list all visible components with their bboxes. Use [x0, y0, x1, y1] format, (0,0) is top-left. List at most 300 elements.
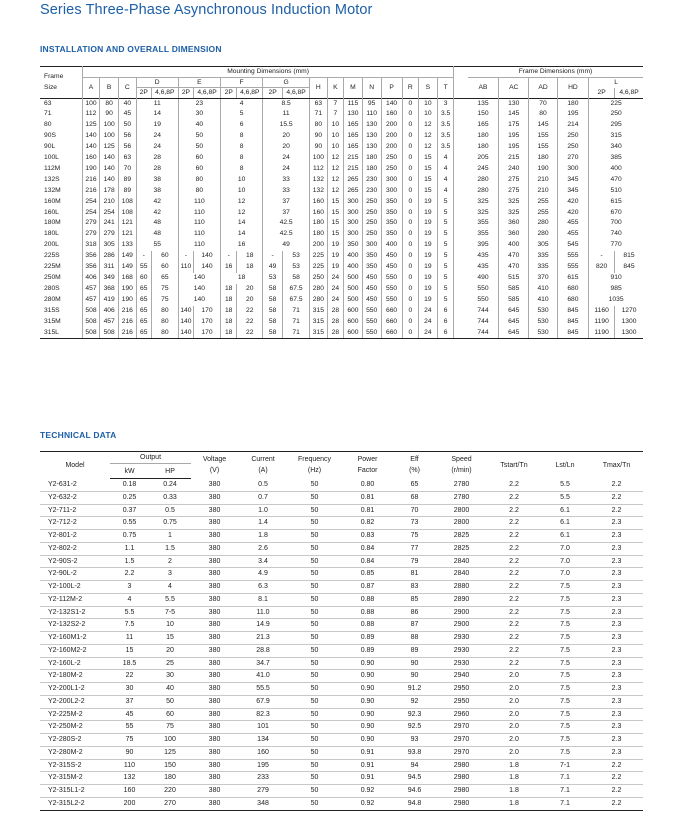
dimension-cell: 508 [82, 328, 100, 339]
dimension-cell: 89 [119, 186, 137, 197]
dimension-cell: 110 [178, 229, 220, 240]
value-cell: 348 [238, 797, 288, 810]
dimension-cell: 155 [529, 131, 557, 142]
dimension-cell: 145 [529, 120, 557, 131]
value-cell: 0.55 [110, 517, 149, 530]
value-cell: 0.75 [149, 517, 191, 530]
dimension-cell: 90 [100, 109, 119, 120]
dimension-cell: 140 [178, 273, 220, 284]
dimension-cell: 255 [529, 197, 557, 208]
dimension-cell: 0 [402, 240, 418, 251]
dimension-cell: 550 [468, 295, 498, 306]
dimension-cell: 56 [119, 131, 137, 142]
value-cell: 380 [191, 542, 238, 555]
value-cell: 380 [191, 555, 238, 568]
dimension-cell: 215 [499, 153, 529, 164]
value-cell: 3 [149, 568, 191, 581]
dimension-cell: 38 [136, 175, 178, 186]
value-cell: 93 [394, 734, 435, 747]
dimension-cell: 660 [381, 317, 402, 328]
dimension-cell: 53 [283, 251, 310, 262]
dimension-cell: 19 [419, 197, 438, 208]
value-cell: 380 [191, 606, 238, 619]
dimension-cell: 12 [327, 186, 343, 197]
value-cell: 7.5 [540, 734, 590, 747]
value-cell: 2.0 [488, 695, 540, 708]
value-cell: 380 [191, 683, 238, 696]
model-cell: Y2-132S2-2 [40, 619, 110, 632]
value-cell: 2.2 [488, 593, 540, 606]
dimension-cell: 419 [100, 295, 119, 306]
dimension-cell: 368 [100, 284, 119, 295]
dimension-cell: 0 [402, 251, 418, 262]
dimension-cell: 10 [327, 120, 343, 131]
dimension-cell: 180 [557, 98, 589, 109]
value-cell: 101 [238, 721, 288, 734]
dimension-cell: 4 [220, 98, 262, 109]
value-cell: 1.8 [488, 772, 540, 785]
dimension-cell: 250 [362, 208, 381, 219]
dimension-row [40, 131, 643, 142]
dimension-cell: 15 [327, 197, 343, 208]
dimension-cell: 335 [529, 251, 557, 262]
dimension-cell: 180 [310, 229, 328, 240]
dimension-cell: 216 [119, 317, 137, 328]
dimension-cell: 38 [136, 186, 178, 197]
dimension-cell: 680 [557, 284, 589, 295]
dimension-cell: 12 [220, 208, 262, 219]
dimension-cell: 215 [344, 153, 363, 164]
col-t-header: T [437, 77, 454, 98]
dimension-cell: 6 [437, 317, 454, 328]
dimension-cell: 0 [402, 186, 418, 197]
value-cell: 7.1 [540, 772, 590, 785]
frame-size-cell: 112M [40, 164, 82, 175]
dimension-cell: 95 [362, 98, 381, 109]
dimension-cell: 19 [136, 120, 178, 131]
dimension-cell: 985 [610, 284, 622, 292]
dimension-row [40, 306, 643, 317]
dimension-cell: 245 [468, 164, 498, 175]
dimension-cell: 550 [381, 284, 402, 295]
dimension-cell: 195 [499, 142, 529, 153]
value-cell: 0.37 [110, 504, 149, 517]
dimension-cell: 300 [344, 208, 363, 219]
dimension-cell: 19 [419, 284, 438, 295]
value-cell: 0.92 [341, 797, 394, 810]
dimension-cell: 110 [178, 218, 220, 229]
dimension-cell: 410 [529, 284, 557, 295]
dimension-cell: 80 [310, 120, 328, 131]
dimension-cell: 470 [499, 251, 529, 262]
dimension-cell: - [220, 251, 236, 262]
dimension-cell: 0 [402, 153, 418, 164]
dimension-cell: 5 [437, 295, 454, 306]
speed-header: Speed (r/min) [435, 452, 488, 479]
value-cell: 7.5 [540, 721, 590, 734]
dimension-cell: 30 [178, 109, 220, 120]
value-cell: 2.3 [590, 657, 643, 670]
dimension-cell: 16 [220, 240, 262, 251]
dimension-cell: 22 [237, 306, 263, 317]
value-cell: 7.5 [540, 708, 590, 721]
value-cell: 0.92 [341, 785, 394, 798]
dimension-cell: 14 [220, 229, 262, 240]
dimension-cell: 130 [362, 142, 381, 153]
frame-size-cell: 132M [40, 186, 82, 197]
dimension-cell: 700 [610, 219, 622, 227]
dimension-cell: 60 [151, 262, 178, 273]
dimension-row [40, 153, 643, 164]
dimension-cell: 165 [344, 120, 363, 131]
model-cell: Y2-160M2-2 [40, 644, 110, 657]
dimension-cell: 18 [220, 306, 236, 317]
dimension-cell: 28 [327, 328, 343, 339]
dimension-cell: 22 [237, 328, 263, 339]
dimension-cell: 1035 [608, 295, 624, 303]
dimension-cell: 508 [82, 317, 100, 328]
dimension-cell: 508 [100, 328, 119, 339]
value-cell: 7.5 [540, 644, 590, 657]
dimension-cell: 71 [283, 317, 310, 328]
dimension-cell: 140 [100, 164, 119, 175]
dimension-cell: 19 [419, 240, 438, 251]
frame-size-cell: 225S [40, 251, 82, 262]
col-g-header: G [263, 77, 310, 88]
dimension-cell: 1190 [589, 328, 615, 339]
value-cell: 0.90 [341, 657, 394, 670]
dimension-cell: 60 [151, 251, 178, 262]
value-cell: 55 [110, 721, 149, 734]
value-cell: 5.5 [540, 491, 590, 504]
value-cell: 75 [394, 530, 435, 543]
value-cell: 92.3 [394, 708, 435, 721]
dimension-cell: 14 [136, 109, 178, 120]
dimension-cell: 48 [136, 229, 178, 240]
dimension-cell: 280 [529, 229, 557, 240]
value-cell: 30 [110, 683, 149, 696]
dimension-cell: 350 [362, 251, 381, 262]
dimension-cell: 350 [381, 218, 402, 229]
dimension-cell: 53 [283, 262, 310, 273]
dimension-cell: 33 [263, 186, 310, 197]
dimension-cell: 19 [419, 218, 438, 229]
dimension-cell: 350 [381, 208, 402, 219]
dimension-cell: 0 [402, 262, 418, 273]
value-cell: 2.2 [590, 504, 643, 517]
technical-row [40, 683, 643, 696]
value-cell: 90 [110, 746, 149, 759]
value-cell: 2.3 [590, 644, 643, 657]
col-a-header: A [82, 77, 100, 98]
value-cell: 50 [288, 721, 341, 734]
dimension-cell: 80 [178, 175, 220, 186]
dimension-cell: 450 [381, 251, 402, 262]
technical-row [40, 619, 643, 632]
dimension-cell: 108 [119, 208, 137, 219]
dimension-cell: 15 [419, 153, 438, 164]
dimension-cell: 455 [557, 229, 589, 240]
value-cell: 75 [149, 721, 191, 734]
technical-row [40, 517, 643, 530]
dimension-cell: 508 [82, 306, 100, 317]
value-cell: 2.2 [488, 619, 540, 632]
dimension-cell: 510 [610, 186, 622, 194]
dimension-cell: 12 [419, 142, 438, 153]
value-cell: 2.2 [488, 644, 540, 657]
dimension-cell: 55 [136, 240, 178, 251]
dimension-cell: 100 [310, 153, 328, 164]
dimension-cell: 210 [529, 175, 557, 186]
dimension-cell: 180 [362, 153, 381, 164]
dimension-row [40, 142, 643, 153]
dimension-cell: 214 [557, 120, 589, 131]
dimension-cell: 0 [402, 306, 418, 317]
value-cell: 380 [191, 568, 238, 581]
value-cell: 0.91 [341, 746, 394, 759]
dimension-cell: 160 [310, 208, 328, 219]
dimension-cell: 744 [468, 328, 498, 339]
value-cell: 50 [288, 491, 341, 504]
technical-row [40, 491, 643, 504]
dimension-cell: 18 [220, 317, 236, 328]
dimension-cell: 63 [119, 153, 137, 164]
model-cell: Y2-100L-2 [40, 581, 110, 594]
frame-size-cell: 90S [40, 131, 82, 142]
value-cell: 200 [110, 797, 149, 810]
dimension-cell: 680 [557, 295, 589, 306]
technical-row [40, 504, 643, 517]
value-cell: 7.5 [540, 619, 590, 632]
dimension-cell: 24 [263, 164, 310, 175]
col-n-header: N [362, 77, 381, 98]
dimension-cell: 1300 [615, 328, 643, 339]
dimension-cell: 145 [499, 109, 529, 120]
dimension-cell: 80 [529, 109, 557, 120]
model-cell: Y2-90S-2 [40, 555, 110, 568]
value-cell: 5.5 [149, 593, 191, 606]
dimension-cell: 110 [178, 240, 220, 251]
dimension-cell: 615 [557, 273, 589, 284]
value-cell: 125 [149, 746, 191, 759]
dimension-cell: 130 [344, 109, 363, 120]
dimension-cell: 216 [119, 306, 137, 317]
value-cell: 1.8 [488, 785, 540, 798]
model-cell: Y2-160L-2 [40, 657, 110, 670]
value-cell: 380 [191, 759, 238, 772]
dimension-cell: 270 [557, 153, 589, 164]
value-cell: 1.5 [149, 542, 191, 555]
value-cell: 50 [288, 542, 341, 555]
dimension-cell: 250 [557, 142, 589, 153]
dimension-cell: 132 [310, 175, 328, 186]
dimension-cell: 80 [151, 317, 178, 328]
value-cell: 2.0 [488, 746, 540, 759]
technical-row [40, 759, 643, 772]
value-cell: 30 [149, 670, 191, 683]
value-cell: 2.2 [488, 632, 540, 645]
value-cell: 2.2 [590, 759, 643, 772]
value-cell: 2.3 [590, 695, 643, 708]
technical-row [40, 568, 643, 581]
dimension-cell: 0 [402, 328, 418, 339]
value-cell: 380 [191, 530, 238, 543]
dimension-cell: 550 [381, 273, 402, 284]
dimension-cell: 18 [237, 262, 263, 273]
frame-size-cell: 250M [40, 273, 82, 284]
dimension-cell: 24 [419, 306, 438, 317]
dimension-cell: 12 [220, 197, 262, 208]
frame-size-cell: 315M [40, 317, 82, 328]
model-cell: Y2-280S-2 [40, 734, 110, 747]
dimension-cell: 318 [82, 240, 100, 251]
dimension-cell: 108 [119, 197, 137, 208]
value-cell: 2840 [435, 568, 488, 581]
dimension-cell: 600 [344, 317, 363, 328]
dimension-cell: 58 [263, 306, 283, 317]
model-cell: Y2-180M-2 [40, 670, 110, 683]
value-cell: 50 [288, 606, 341, 619]
value-cell: 2930 [435, 632, 488, 645]
col-m-header: M [344, 77, 363, 98]
dimension-cell: 12 [327, 153, 343, 164]
frame-size-cell: 71 [40, 109, 82, 120]
value-cell: 75 [110, 734, 149, 747]
value-cell: 93.8 [394, 746, 435, 759]
value-cell: 7.5 [540, 746, 590, 759]
value-cell: 0.90 [341, 708, 394, 721]
value-cell: 380 [191, 581, 238, 594]
dimension-cell: 8 [220, 131, 262, 142]
value-cell: 2.3 [590, 683, 643, 696]
value-cell: 0.5 [238, 479, 288, 492]
dimension-cell: 225 [310, 251, 328, 262]
value-cell: 81 [394, 568, 435, 581]
dimension-cell: 3 [437, 98, 454, 109]
frame-size-cell: 160M [40, 197, 82, 208]
dimension-cell: 395 [468, 240, 498, 251]
value-cell: 67.9 [238, 695, 288, 708]
dimension-cell: 470 [499, 262, 529, 273]
dimension-cell: 350 [381, 197, 402, 208]
dimension-cell: 457 [82, 284, 100, 295]
value-cell: 3.4 [238, 555, 288, 568]
value-cell: 0.84 [341, 542, 394, 555]
dimension-row [40, 164, 643, 175]
value-cell: 6.3 [238, 581, 288, 594]
dimension-cell: 19 [419, 251, 438, 262]
dimension-cell: 845 [557, 328, 589, 339]
value-cell: 50 [288, 479, 341, 492]
dimension-row [40, 218, 643, 229]
dimension-cell: 170 [194, 328, 221, 339]
dimension-cell: 280 [310, 295, 328, 306]
dimension-cell: 400 [381, 240, 402, 251]
dimension-cell: 280 [529, 218, 557, 229]
dimension-cell: 90 [310, 142, 328, 153]
value-cell: 1 [149, 530, 191, 543]
dimension-cell: 450 [362, 273, 381, 284]
value-cell: 2.3 [590, 721, 643, 734]
dimension-cell: 5 [437, 229, 454, 240]
dimension-cell: 100 [82, 98, 100, 109]
technical-row [40, 581, 643, 594]
dimension-cell: 250 [557, 131, 589, 142]
dimension-cell: 125 [100, 142, 119, 153]
value-cell: 7.5 [540, 695, 590, 708]
dimension-cell: 550 [362, 328, 381, 339]
technical-row [40, 772, 643, 785]
value-cell: 4 [110, 593, 149, 606]
dimension-cell: 10 [220, 175, 262, 186]
dimension-cell: 115 [344, 98, 363, 109]
value-cell: 2 [149, 555, 191, 568]
dimension-cell: 45 [119, 109, 137, 120]
value-cell: 2.2 [488, 491, 540, 504]
frame-size-cell: 100L [40, 153, 82, 164]
dimension-cell: 530 [529, 328, 557, 339]
dimension-cell: 770 [610, 241, 622, 249]
dimension-cell: 455 [557, 218, 589, 229]
value-cell: 2970 [435, 746, 488, 759]
dimension-cell: 200 [381, 131, 402, 142]
dimension-cell: 225 [589, 98, 643, 109]
model-cell: Y2-315L2-2 [40, 797, 110, 810]
technical-row [40, 708, 643, 721]
dimension-cell: 215 [344, 164, 363, 175]
value-cell: 50 [288, 695, 341, 708]
value-cell: 7.0 [540, 568, 590, 581]
value-cell: 2.3 [590, 593, 643, 606]
technical-row [40, 785, 643, 798]
value-cell: 50 [288, 517, 341, 530]
dimension-cell: 265 [344, 175, 363, 186]
value-cell: 1.0 [238, 504, 288, 517]
model-cell: Y2-112M-2 [40, 593, 110, 606]
dimension-cell: 360 [499, 229, 529, 240]
value-cell: 0.82 [341, 517, 394, 530]
dimension-cell: 20 [237, 284, 263, 295]
value-cell: 50 [288, 644, 341, 657]
value-cell: 0.90 [341, 721, 394, 734]
value-cell: 380 [191, 708, 238, 721]
value-cell: 79 [394, 555, 435, 568]
dimension-cell: 225 [310, 262, 328, 273]
dimension-cell: 325 [468, 208, 498, 219]
dimension-cell: 400 [344, 251, 363, 262]
dimension-cell: 18 [237, 251, 263, 262]
dimension-row [40, 197, 643, 208]
value-cell: 2825 [435, 542, 488, 555]
value-cell: 90 [394, 670, 435, 683]
dimension-cell: 40 [119, 98, 137, 109]
dimension-cell: 660 [381, 306, 402, 317]
dimension-cell: 550 [468, 284, 498, 295]
dimension-cell: 19 [419, 273, 438, 284]
frame-size-cell: 280S [40, 284, 82, 295]
dimension-cell: 350 [381, 229, 402, 240]
dimension-cell: 457 [100, 317, 119, 328]
dimension-cell: 230 [362, 175, 381, 186]
value-cell: 2780 [435, 491, 488, 504]
dimension-cell: 24 [136, 142, 178, 153]
dimension-cell: 16 [220, 262, 236, 273]
value-cell: 2.2 [488, 542, 540, 555]
value-cell: 85 [394, 593, 435, 606]
value-cell: 2840 [435, 555, 488, 568]
dimension-cell: 490 [468, 273, 498, 284]
dimension-cell: 140 [178, 317, 193, 328]
